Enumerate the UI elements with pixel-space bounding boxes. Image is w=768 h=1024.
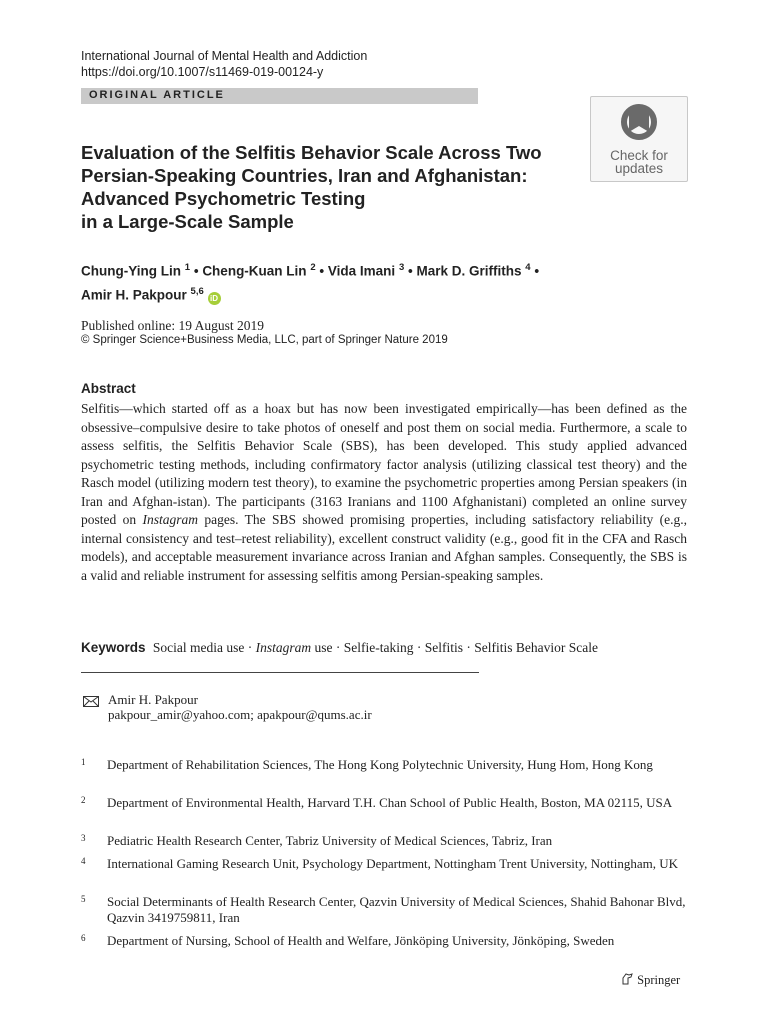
author-affiliation-ref: 4	[525, 262, 531, 273]
corresponding-author-emails[interactable]: pakpour_amir@yahoo.com; apakpour@qums.ac.ir	[108, 707, 372, 722]
abstract-text-part: pages. The SBS showed promising properties, including satisfactory reliability (e.g., internal consistency and test–retest reliability), excellent construct validity (e.g., good fit in the CFA and Rasch models), and acceptable measurement invariance across Iranian and Afghan samples. Consequently, the SBS is a valid and reliable instrument for assessing selfitis among Persian-speaking samples.	[81, 512, 688, 583]
author-name[interactable]: Chung-Ying Lin	[81, 263, 181, 279]
corresponding-author-name: Amir H. Pakpour	[108, 692, 198, 707]
author-affiliation-ref: 1	[184, 262, 191, 273]
journal-name: International Journal of Mental Health and Addiction	[81, 49, 368, 63]
author-name[interactable]: Vida Imani	[327, 263, 396, 279]
author-separator: •	[319, 263, 325, 279]
article-type-label: ORIGINAL ARTICLE	[89, 89, 225, 101]
author-affiliation-ref: 3	[398, 262, 405, 273]
copyright-notice: © Springer Science+Business Media, LLC, part of Springer Nature 2019	[81, 334, 448, 346]
title-line: Evaluation of the Selfitis Behavior Scale Across Two	[81, 142, 542, 163]
article-title	[81, 141, 581, 233]
author-separator: •	[534, 263, 540, 279]
title-line: in a Large-Scale Sample	[81, 211, 294, 232]
abstract-heading: Abstract	[81, 381, 136, 396]
affiliation-text: Department of Environmental Health, Harvard T.H. Chan School of Public Health, Boston, MA 02115, USA	[107, 795, 673, 810]
keywords-part: Social media use ·	[152, 640, 256, 655]
abstract-text	[81, 400, 687, 585]
orcid-icon[interactable]: iD	[208, 292, 221, 305]
author-list	[81, 258, 601, 305]
journal-header	[81, 48, 367, 80]
affiliation-text: Department of Nursing, School of Health and Welfare, Jönköping University, Jönköping, Sweden	[107, 933, 615, 948]
check-updates-line2: updates	[614, 161, 664, 176]
affiliation-number: 6	[81, 933, 86, 943]
author-name[interactable]: Mark D. Griffiths	[416, 263, 522, 279]
springer-horse-icon	[620, 972, 634, 986]
affiliation-number: 4	[81, 856, 86, 866]
affiliation-number: 1	[81, 757, 86, 767]
author-separator: •	[408, 263, 413, 279]
correspondence-block	[108, 692, 372, 722]
keywords-italic-term: Instagram	[255, 640, 312, 655]
author-affiliation-ref: 2	[310, 262, 316, 273]
affiliation-number: 5	[81, 894, 86, 904]
keywords	[81, 639, 701, 657]
affiliation-text: Pediatric Health Research Center, Tabriz University of Medical Sciences, Tabriz, Iran	[107, 833, 553, 848]
affiliation-number: 3	[81, 833, 86, 843]
doi-link[interactable]: https://doi.org/10.1007/s11469-019-00124-y	[81, 65, 324, 79]
author-affiliation-ref: 5,6	[190, 285, 204, 297]
title-line: Advanced Psychometric Testing	[81, 188, 366, 209]
keywords-part: use · Selfie-taking · Selfitis · Selfitis Behavior Scale	[311, 640, 598, 655]
affiliation-text: Department of Rehabilitation Sciences, The Hong Kong Polytechnic University, Hung Hom, Hong Kong	[107, 757, 653, 772]
published-date: Published online: 19 August 2019	[81, 318, 265, 333]
author-separator: •	[193, 263, 199, 279]
author-name[interactable]: Amir H. Pakpour	[81, 287, 187, 302]
publisher-logo	[620, 972, 680, 988]
abstract-italic-term: Instagram	[142, 512, 199, 527]
bookmark-ring-icon	[619, 102, 659, 144]
affiliation-text: International Gaming Research Unit, Psychology Department, Nottingham Trent University, Nottingham, UK	[107, 856, 679, 871]
footnote-divider	[81, 672, 479, 673]
article-type-banner	[81, 88, 478, 104]
affiliation-text: Social Determinants of Health Research Center, Qazvin University of Medical Sciences, Shahid Bahonar Blvd, Qazvin 3419759811, Iran	[107, 894, 686, 925]
check-for-updates-badge[interactable]	[590, 96, 688, 182]
envelope-icon	[83, 696, 99, 707]
keywords-label: Keywords	[81, 640, 146, 655]
author-name[interactable]: Cheng-Kuan Lin	[202, 263, 307, 279]
abstract-text-part: Selfitis—which started off as a hoax but has now been investigated empirically—has been defined as the obsessive–compulsive desire to take photos of oneself and post them on social media. Furthermore, a scale to assess selfitis, the Selfitis Behavior Scale (SBS), has been developed. This study applied advanced psychometric testing methods, including confirmatory factor analysis (utilizing classical test theory) and the Rasch model (utilizing modern test theory), to examine the psychometric properties among Persian speakers (in Iran and Afghan-istan). The participants (3163 Iranians and 1100 Afghanistani) completed an online survey posted on	[81, 401, 687, 527]
publisher-name: Springer	[637, 973, 681, 987]
affiliation-number: 2	[81, 795, 86, 805]
check-updates-line1: Check for	[610, 148, 668, 163]
title-line: Persian-Speaking Countries, Iran and Afghanistan:	[81, 165, 528, 186]
